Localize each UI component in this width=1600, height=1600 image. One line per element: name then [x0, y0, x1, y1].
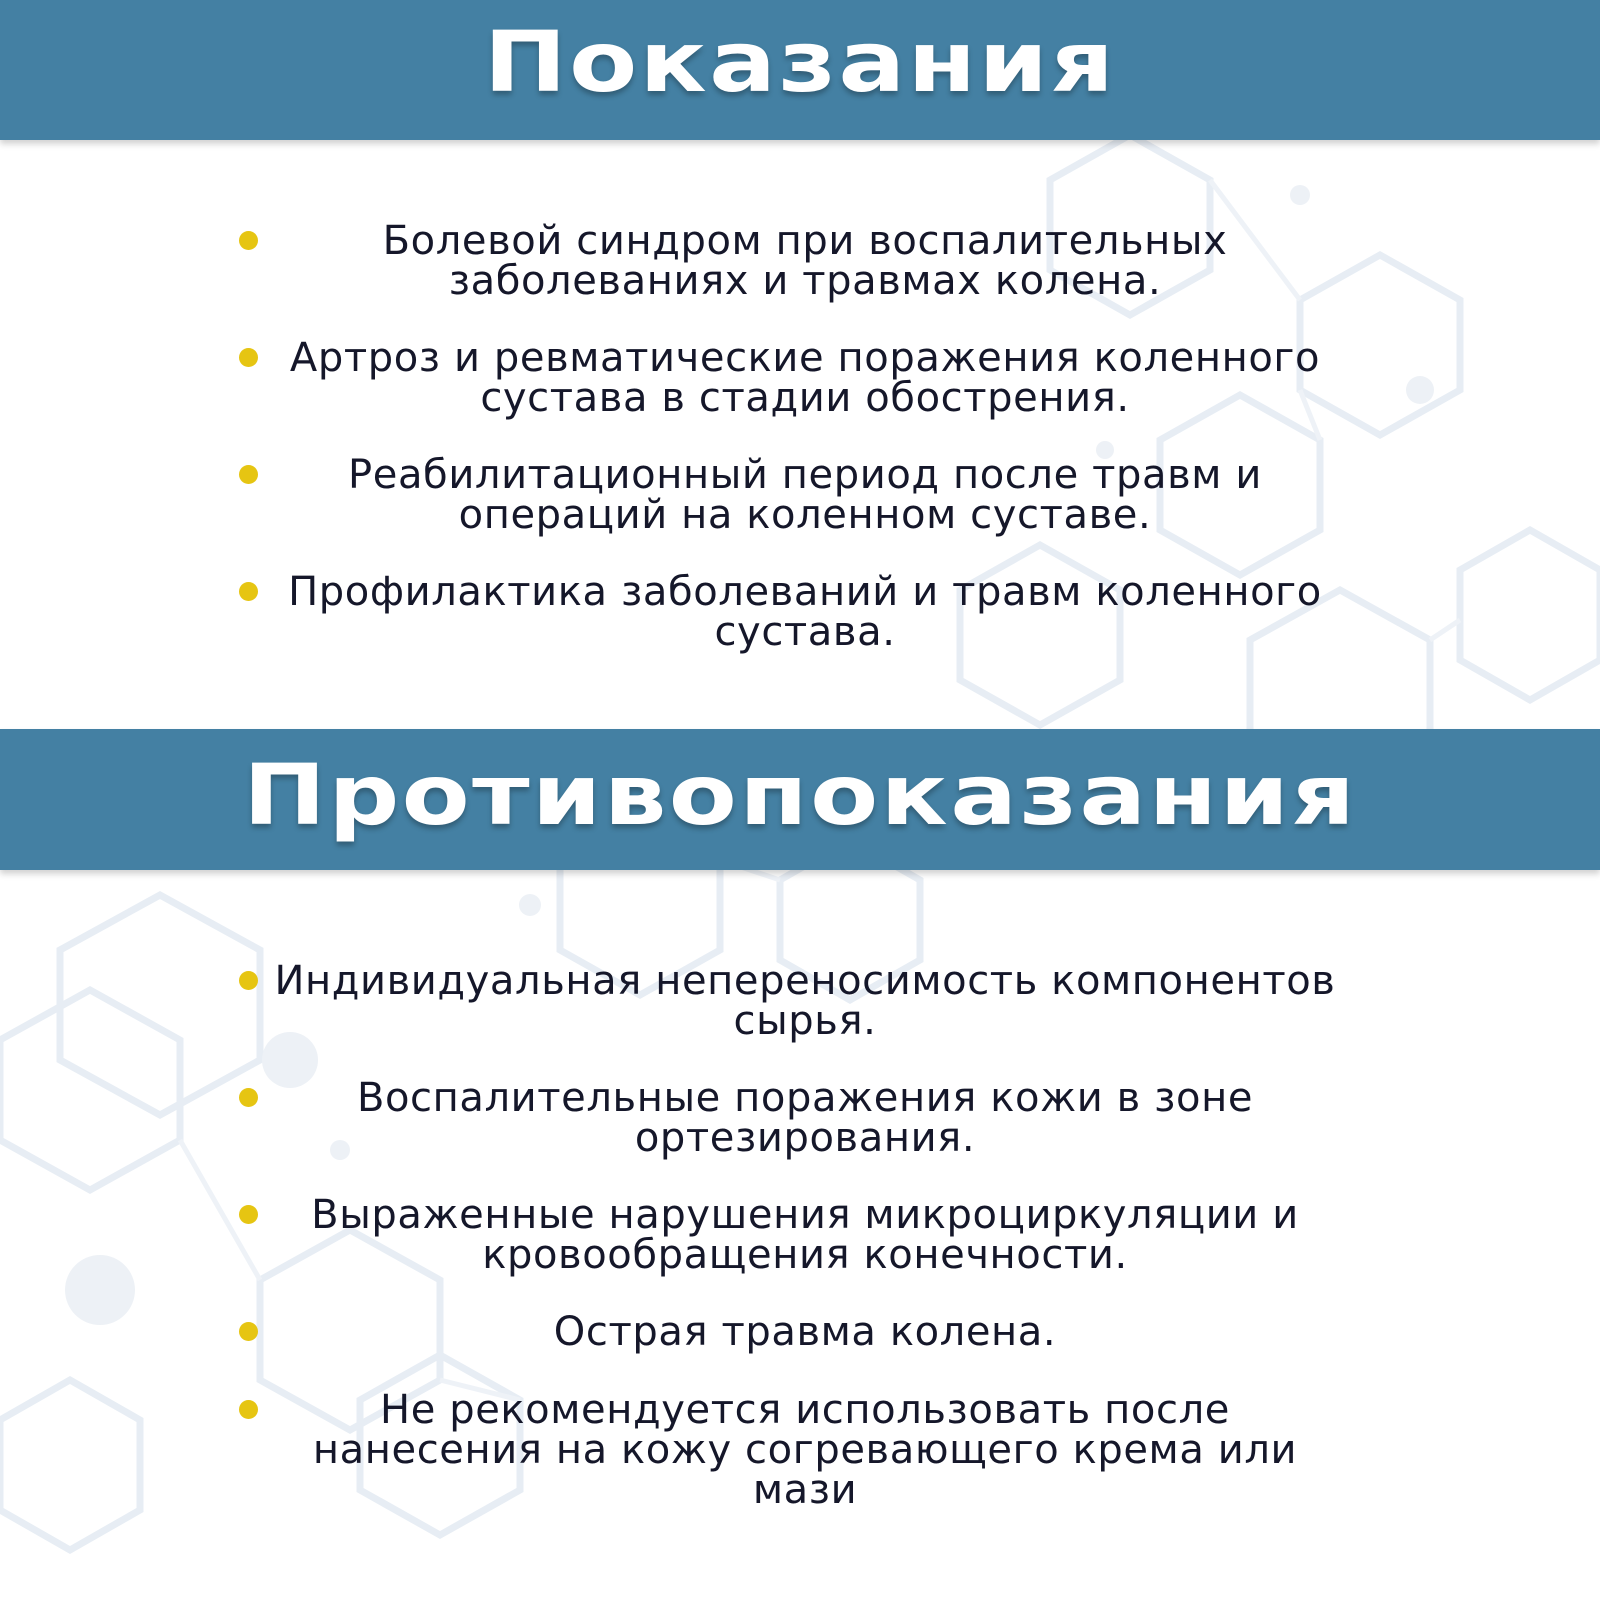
contraindication-text: Острая травма колена.	[553, 1309, 1057, 1355]
bullet-icon	[239, 465, 258, 484]
contraindications-header	[0, 729, 1600, 870]
bullet-icon	[239, 348, 258, 367]
contraindication-text: Выраженные нарушения микроциркуляции и кровообращения конечности.	[311, 1192, 1299, 1278]
indication-text: Профилактика заболеваний и травм коленного сустава.	[288, 569, 1322, 655]
bullet-icon	[239, 231, 258, 250]
indication-text: Болевой синдром при воспалительных заболеваниях и травмах колена.	[382, 218, 1228, 304]
indications-title: Показания	[483, 13, 1117, 111]
bullet-icon	[239, 1322, 258, 1341]
indication-text: Артроз и ревматические поражения коленного сустава в стадии обострения.	[289, 335, 1321, 421]
contraindication-text: Воспалительные поражения кожи в зоне ортезирования.	[356, 1075, 1254, 1161]
contraindication-text: Индивидуальная непереносимость компонентов сырья.	[274, 958, 1336, 1044]
contraindications-title: Противопоказания	[242, 745, 1358, 844]
bullet-icon	[239, 1088, 258, 1107]
bullet-icon	[239, 582, 258, 601]
indication-text: Реабилитационный период после травм и операций на коленном суставе.	[348, 452, 1262, 538]
bullet-icon	[239, 1205, 258, 1224]
bullet-icon	[239, 1400, 258, 1419]
indications-header	[0, 0, 1600, 140]
contraindication-text: Не рекомендуется использовать после нанесения на кожу согревающего крема или мази	[312, 1387, 1298, 1513]
bullet-icon	[239, 971, 258, 990]
